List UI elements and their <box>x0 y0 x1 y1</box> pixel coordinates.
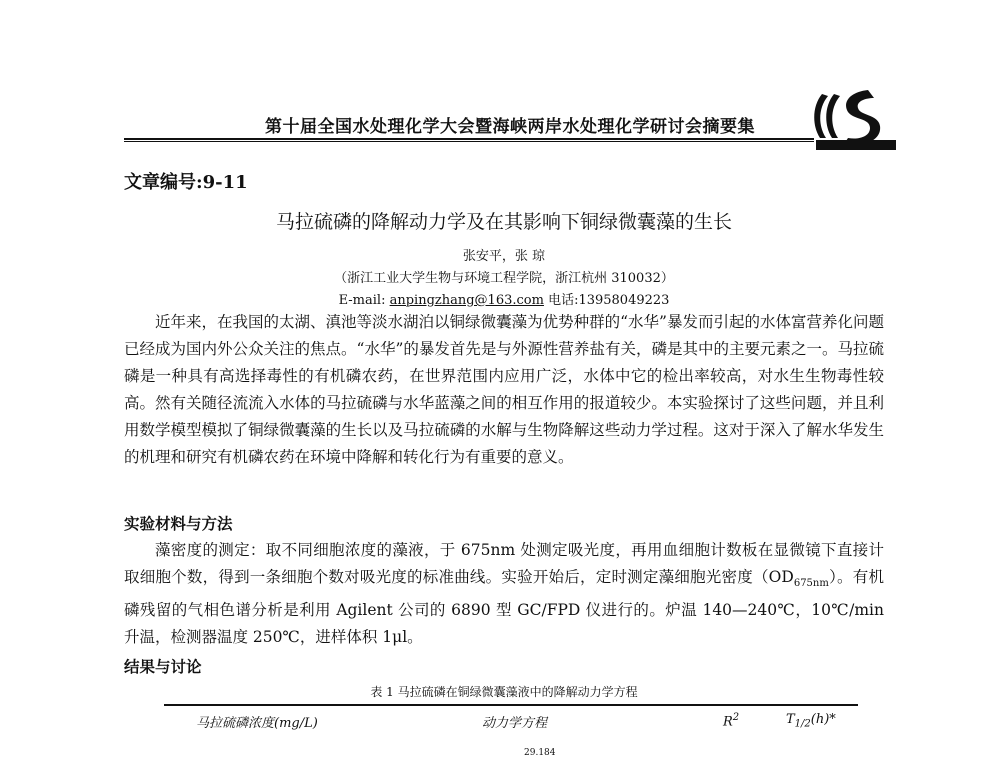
methods-text-1: 藻密度的测定：取不同细胞浓度的藻液，于 675nm 处测定吸光度，再用血细胞计数板在显微镜下直接计取细胞个数，得到一条细胞个数对吸光度的标准曲线。实验开始后，定时测定藻细胞光密度（OD <box>124 541 884 586</box>
section-heading-methods: 实验材料与方法 <box>124 514 233 533</box>
paper-title: 马拉硫磷的降解动力学及在其影响下铜绿微囊藻的生长 <box>275 211 732 233</box>
table-header-r2 <box>723 712 739 729</box>
header-rule <box>124 138 814 140</box>
table-caption: 表 1 马拉硫磷在铜绿微囊藻液中的降解动力学方程 <box>370 685 638 699</box>
article-number: 文章编号:9-11 <box>124 172 248 193</box>
methods-paragraph <box>124 537 884 651</box>
section-heading-results: 结果与讨论 <box>124 657 202 676</box>
table-header-halflife <box>786 712 836 730</box>
t-sub: 1/2 <box>794 718 811 730</box>
email-link[interactable]: anpingzhang@163.com <box>389 293 544 308</box>
table-cell-fragment: 29.184 <box>524 748 556 758</box>
header-rule-thin <box>124 141 814 142</box>
intro-paragraph: 近年来，在我国的太湖、滇池等淡水湖泊以铜绿微囊藻为优势种群的“水华”暴发而引起的水体富营养化问题已经成为国内外公众关注的焦点。“水华”的暴发首先是与外源性营养盐有关，磷是其中的主要元素之一。马拉硫磷是一种具有高选择毒性的有机磷农药，在世界范围内应用广泛，水体中它的检出率较高，对水生生物毒性较高。然有关随径流流入水体的马拉硫磷与水华蓝藻之间的相互作用的报道较少。本实验探讨了这些问题，并且利用数学模型模拟了铜绿微囊藻的生长以及马拉硫磷的水解与生物降解这些动力学过程。这对于深入了解水华发生的机理和研究有机磷农药在环境中降解和转化行为有重要的意义。 <box>124 313 884 466</box>
phone: 电话:13958049223 <box>543 293 670 308</box>
r2-sup: 2 <box>732 712 740 723</box>
conference-title: 第十届全国水处理化学大会暨海峡两岸水处理化学研讨会摘要集 <box>265 117 755 137</box>
email-label: E-mail: <box>338 293 390 308</box>
t-rest: (h)* <box>810 712 836 727</box>
affiliation: （浙江工业大学生物与环境工程学院，浙江杭州 310032） <box>334 271 674 286</box>
conference-logo-icon <box>808 88 898 152</box>
conference-logo <box>808 88 898 152</box>
contact-line <box>124 289 884 308</box>
authors: 张安平，张 琼 <box>462 249 546 264</box>
table-top-rule <box>164 704 858 706</box>
table-header-concentration: 马拉硫磷浓度(mg/L) <box>196 716 318 731</box>
r2-base: R <box>723 714 733 730</box>
table-header-equation: 动力学方程 <box>482 716 548 731</box>
methods-text-2: ）。有机磷残留的气相色谱分析是利用 Agilent 公司的 6890 型 GC/FPD 仪进行的。炉温 140—240℃，10℃/min 升温，检测器温度 250℃，进样体积 1μl。 <box>124 568 884 647</box>
t-base: T <box>786 712 795 727</box>
od-subscript: 675nm <box>793 578 829 590</box>
